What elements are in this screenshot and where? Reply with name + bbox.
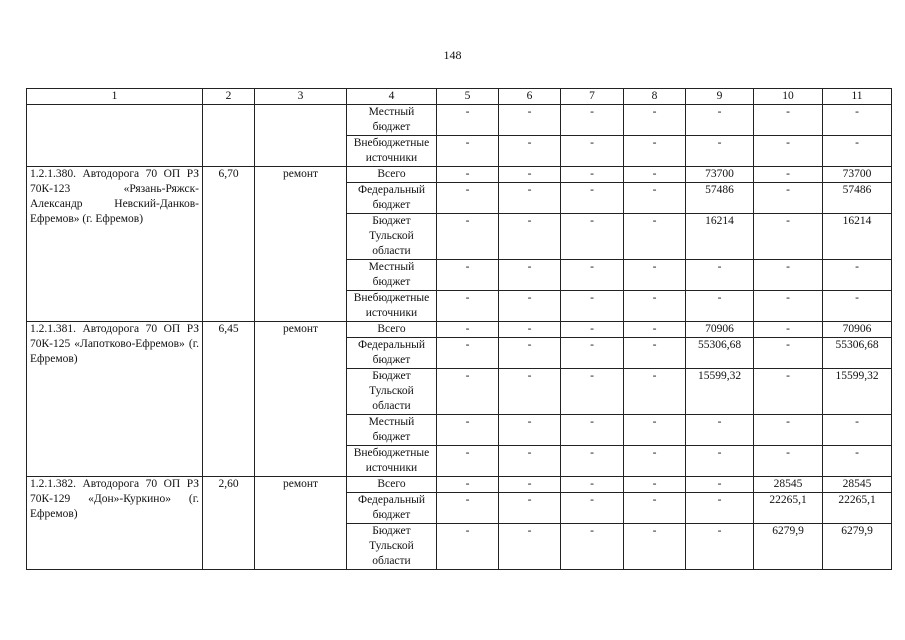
dash-cell: - [499,338,561,369]
dash-cell: - [561,136,624,167]
dash-cell: - [499,493,561,524]
amount-cell: 55306,68 [686,338,754,369]
dash-cell: - [754,338,823,369]
amount-cell: 15599,32 [686,369,754,415]
length-cell: 6,45 [203,322,255,477]
dash-cell: - [437,105,499,136]
column-header-6: 6 [499,89,561,105]
amount-cell: 73700 [823,167,892,183]
dash-cell: - [754,167,823,183]
dash-cell: - [754,369,823,415]
amount-cell: 57486 [686,183,754,214]
funding-source-cell: Местный бюджет [347,105,437,136]
dash-cell: - [754,415,823,446]
dash-cell: - [823,260,892,291]
work-type-cell: ремонт [255,167,347,322]
amount-cell: 22265,1 [754,493,823,524]
amount-cell: 6279,9 [754,524,823,570]
dash-cell: - [561,167,624,183]
column-header-10: 10 [754,89,823,105]
dash-cell: - [561,524,624,570]
dash-cell: - [561,415,624,446]
dash-cell: - [823,105,892,136]
dash-cell: - [437,291,499,322]
work-type-cell [255,105,347,167]
column-header-11: 11 [823,89,892,105]
table-row [27,105,892,136]
dash-cell: - [437,136,499,167]
dash-cell: - [823,291,892,322]
object-name-cell: 1.2.1.380. Автодорога 70 ОП РЗ 70К-123 «Рязань-Ряжск-Александр Невский-Данков-Ефремов» (г. Ефремов) [27,167,203,322]
funding-source-cell: Всего [347,477,437,493]
dash-cell: - [499,214,561,260]
amount-cell: 70906 [823,322,892,338]
funding-source-cell: Федеральный бюджет [347,183,437,214]
column-header-8: 8 [624,89,686,105]
funding-source-cell: Всего [347,167,437,183]
funding-source-cell: Местный бюджет [347,415,437,446]
dash-cell: - [624,415,686,446]
dash-cell: - [686,493,754,524]
dash-cell: - [561,493,624,524]
funding-source-cell: Бюджет Тульской области [347,369,437,415]
dash-cell: - [561,322,624,338]
column-header-1: 1 [27,89,203,105]
dash-cell: - [686,524,754,570]
funding-source-cell: Местный бюджет [347,260,437,291]
funding-source-cell: Бюджет Тульской области [347,214,437,260]
dash-cell: - [561,183,624,214]
length-cell: 2,60 [203,477,255,570]
dash-cell: - [624,322,686,338]
dash-cell: - [561,214,624,260]
amount-cell: 73700 [686,167,754,183]
dash-cell: - [624,477,686,493]
dash-cell: - [437,477,499,493]
dash-cell: - [754,260,823,291]
dash-cell: - [686,415,754,446]
column-header-9: 9 [686,89,754,105]
amount-cell: 28545 [754,477,823,493]
dash-cell: - [437,214,499,260]
table-row [27,322,892,338]
dash-cell: - [686,446,754,477]
table-row [27,167,892,183]
dash-cell: - [437,338,499,369]
dash-cell: - [499,369,561,415]
funding-source-cell: Федеральный бюджет [347,338,437,369]
dash-cell: - [823,415,892,446]
funding-source-cell: Внебюджетные источники [347,291,437,322]
amount-cell: 70906 [686,322,754,338]
dash-cell: - [823,136,892,167]
dash-cell: - [624,338,686,369]
funding-source-cell: Всего [347,322,437,338]
dash-cell: - [561,260,624,291]
page-number: 148 [443,48,462,62]
dash-cell: - [624,493,686,524]
object-name-cell [27,105,203,167]
column-header-2: 2 [203,89,255,105]
dash-cell: - [499,291,561,322]
dash-cell: - [754,214,823,260]
dash-cell: - [624,105,686,136]
dash-cell: - [499,136,561,167]
dash-cell: - [624,167,686,183]
dash-cell: - [499,260,561,291]
dash-cell: - [686,477,754,493]
amount-cell: 15599,32 [823,369,892,415]
dash-cell: - [624,136,686,167]
column-header-3: 3 [255,89,347,105]
dash-cell: - [437,524,499,570]
dash-cell: - [686,136,754,167]
length-cell [203,105,255,167]
table-row [27,477,892,493]
length-cell: 6,70 [203,167,255,322]
dash-cell: - [437,446,499,477]
amount-cell: 28545 [823,477,892,493]
object-name-cell: 1.2.1.382. Автодорога 70 ОП РЗ 70К-129 «Дон»-Куркино» (г. Ефремов) [27,477,203,570]
dash-cell: - [686,105,754,136]
dash-cell: - [437,167,499,183]
work-type-cell: ремонт [255,322,347,477]
dash-cell: - [561,105,624,136]
amount-cell: 16214 [686,214,754,260]
dash-cell: - [561,338,624,369]
dash-cell: - [754,136,823,167]
object-name-cell: 1.2.1.381. Автодорога 70 ОП РЗ 70К-125 «Лапотково-Ефремов» (г. Ефремов) [27,322,203,477]
amount-cell: 55306,68 [823,338,892,369]
dash-cell: - [754,105,823,136]
funding-source-cell: Федеральный бюджет [347,493,437,524]
dash-cell: - [686,260,754,291]
dash-cell: - [624,183,686,214]
column-header-5: 5 [437,89,499,105]
dash-cell: - [561,446,624,477]
dash-cell: - [561,369,624,415]
work-type-cell: ремонт [255,477,347,570]
amount-cell: 6279,9 [823,524,892,570]
dash-cell: - [823,446,892,477]
dash-cell: - [437,493,499,524]
dash-cell: - [499,322,561,338]
dash-cell: - [499,446,561,477]
budget-table [26,88,892,570]
dash-cell: - [437,322,499,338]
dash-cell: - [499,415,561,446]
dash-cell: - [437,415,499,446]
dash-cell: - [754,322,823,338]
funding-source-cell: Бюджет Тульской области [347,524,437,570]
amount-cell: 16214 [823,214,892,260]
dash-cell: - [499,105,561,136]
column-header-7: 7 [561,89,624,105]
dash-cell: - [499,167,561,183]
dash-cell: - [624,214,686,260]
amount-cell: 22265,1 [823,493,892,524]
dash-cell: - [561,477,624,493]
dash-cell: - [499,524,561,570]
dash-cell: - [624,260,686,291]
dash-cell: - [437,369,499,415]
dash-cell: - [561,291,624,322]
table-body [27,89,892,570]
dash-cell: - [624,524,686,570]
dash-cell: - [754,183,823,214]
dash-cell: - [499,477,561,493]
amount-cell: 57486 [823,183,892,214]
dash-cell: - [499,183,561,214]
column-header-4: 4 [347,89,437,105]
funding-source-cell: Внебюджетные источники [347,446,437,477]
dash-cell: - [437,260,499,291]
dash-cell: - [754,291,823,322]
dash-cell: - [437,183,499,214]
dash-cell: - [624,446,686,477]
dash-cell: - [624,291,686,322]
dash-cell: - [624,369,686,415]
dash-cell: - [686,291,754,322]
funding-source-cell: Внебюджетные источники [347,136,437,167]
dash-cell: - [754,446,823,477]
header-row [27,89,892,105]
